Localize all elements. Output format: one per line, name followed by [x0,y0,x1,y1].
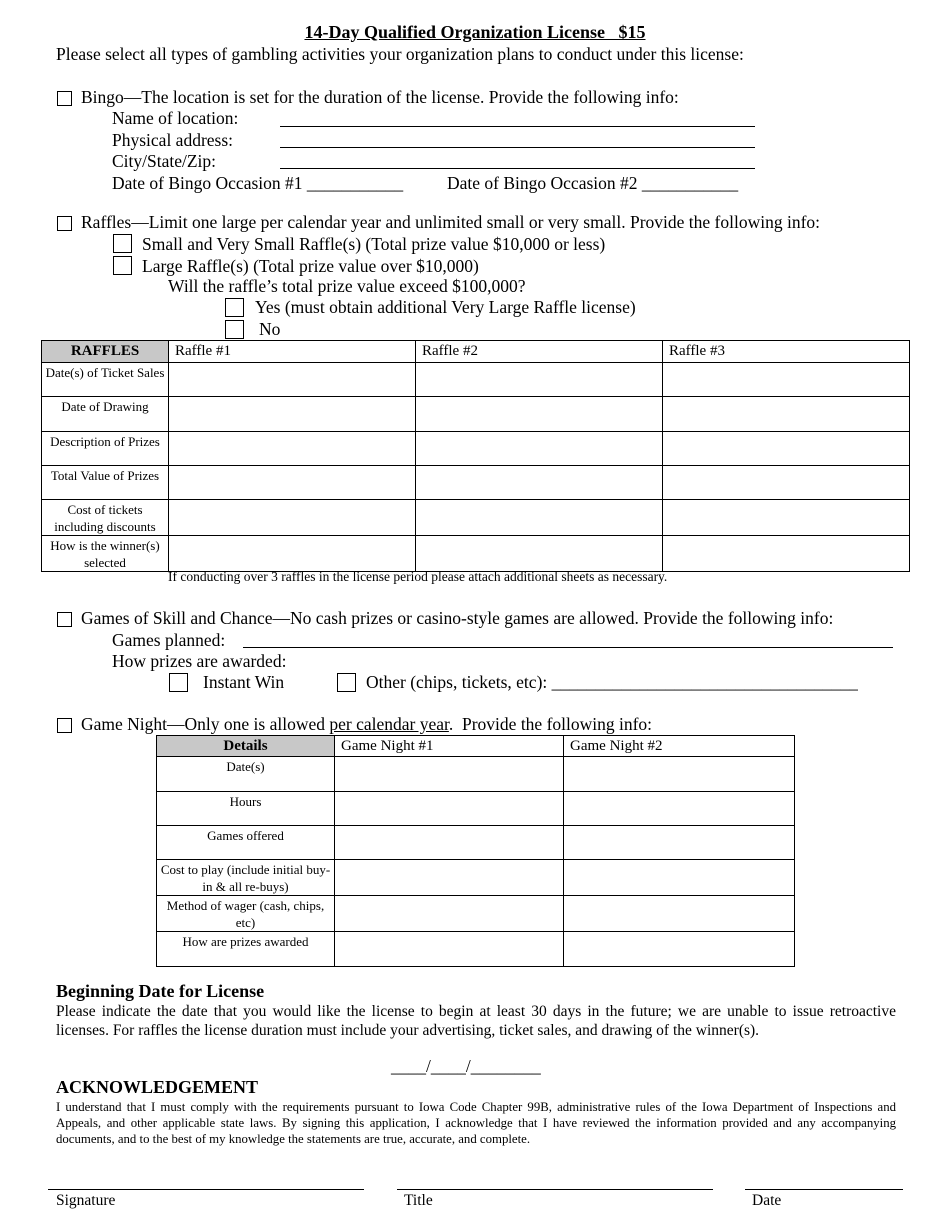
signature-label: Signature [56,1192,116,1209]
table-cell[interactable] [169,397,416,432]
table-cell[interactable] [663,363,910,397]
bingo-address-label: Physical address: [112,130,234,150]
raffles-checkbox[interactable] [57,216,72,231]
games-planned-field[interactable] [243,647,893,648]
games-planned-label: Games planned: [112,630,226,650]
table-row [157,932,795,967]
row-label: Date(s) [157,757,335,792]
game-night-col-2: Game Night #2 [564,736,795,757]
table-cell[interactable] [663,500,910,536]
row-label: Total Value of Prizes [42,466,169,500]
table-row [157,757,795,792]
small-raffle-checkbox[interactable] [113,234,132,253]
table-cell[interactable] [169,363,416,397]
table-cell[interactable] [663,397,910,432]
table-cell[interactable] [335,792,564,826]
table-cell[interactable] [335,826,564,860]
raffle-yes-checkbox[interactable] [225,298,244,317]
table-row [157,896,795,932]
table-row [42,363,910,397]
title-field[interactable] [397,1189,713,1190]
table-cell[interactable] [564,826,795,860]
raffle-question: Will the raffle’s total prize value exceed $100,000? [168,276,526,296]
table-row [42,536,910,572]
table-cell[interactable] [416,466,663,500]
table-cell[interactable] [169,536,416,572]
table-cell[interactable] [335,860,564,896]
row-label: Hours [157,792,335,826]
table-cell[interactable] [416,363,663,397]
games-checkbox[interactable] [57,612,72,627]
row-label: Method of wager (cash, chips, etc) [157,896,335,932]
row-label: Description of Prizes [42,432,169,466]
raffles-table [41,340,910,572]
small-raffle-label: Small and Very Small Raffle(s) (Total prize value $10,000 or less) [142,234,606,254]
table-cell[interactable] [416,500,663,536]
large-raffle-label: Large Raffle(s) (Total prize value over $10,000) [142,256,479,276]
table-cell[interactable] [564,757,795,792]
row-label: How are prizes awarded [157,932,335,967]
table-row [157,860,795,896]
bingo-checkbox[interactable] [57,91,72,106]
beginning-heading: Beginning Date for License [56,981,265,1001]
table-cell[interactable] [169,432,416,466]
table-cell[interactable] [416,397,663,432]
table-cell[interactable] [169,466,416,500]
raffle-col-2: Raffle #2 [416,341,663,363]
bingo-name-field[interactable] [280,126,755,127]
row-label: Games offered [157,826,335,860]
signature-field[interactable] [48,1189,364,1190]
bingo-name-label: Name of location: [112,108,239,128]
table-row [42,466,910,500]
bingo-occasion1[interactable]: Date of Bingo Occasion #1 ___________ [112,173,404,193]
game-night-label-end: . Provide the following info: [448,714,653,734]
table-row [157,792,795,826]
table-cell[interactable] [169,500,416,536]
row-label: Date of Drawing [42,397,169,432]
table-row [42,432,910,466]
game-night-label [81,714,652,735]
instant-win-label: Instant Win [203,672,285,692]
table-row [157,826,795,860]
table-row [42,500,910,536]
date-label: Date [752,1192,782,1209]
row-label: Cost to play (include initial buy-in & all re-buys) [157,860,335,896]
beginning-date-field[interactable]: ____/____/________ [391,1056,541,1076]
how-awarded-label: How prizes are awarded: [112,651,287,671]
page-title: 14-Day Qualified Organization License $15 [304,22,646,42]
bingo-city-label: City/State/Zip: [112,151,217,171]
game-night-header-row [157,736,795,757]
game-night-table-header: Details [157,736,335,757]
table-cell[interactable] [564,792,795,826]
other-prize-label[interactable]: Other (chips, tickets, etc): ___________________________________ [366,672,858,692]
bingo-label: Bingo—The location is set for the duration of the license. Provide the following info: [81,87,679,107]
raffles-note: If conducting over 3 raffles in the license period please attach additional sheets as necessary. [168,569,668,584]
bingo-city-field[interactable] [280,168,755,169]
table-cell[interactable] [663,536,910,572]
table-cell[interactable] [335,757,564,792]
intro-text: Please select all types of gambling activities your organization plans to conduct under this license: [56,44,744,64]
raffle-no-checkbox[interactable] [225,320,244,339]
bingo-address-field[interactable] [280,147,755,148]
game-night-label-start: Game Night—Only one is allowed [81,714,330,734]
table-cell[interactable] [564,932,795,967]
row-label: Date(s) of Ticket Sales [42,363,169,397]
table-cell[interactable] [335,896,564,932]
table-cell[interactable] [335,932,564,967]
table-cell[interactable] [564,860,795,896]
title-label: Title [404,1192,433,1209]
table-cell[interactable] [416,432,663,466]
date-field[interactable] [745,1189,903,1190]
beginning-text: Please indicate the date that you would like the license to begin at least 30 days in the future; we are unable to issue retroactive licenses. For raffles the license duration must include your advertising, ticket sales, and drawing of the winner(s). [56,1003,896,1039]
row-label: How is the winner(s) selected [42,536,169,572]
raffles-table-header: RAFFLES [42,341,169,363]
raffle-yes-label: Yes (must obtain additional Very Large Raffle license) [255,297,636,317]
table-cell[interactable] [564,896,795,932]
game-night-label-underlined: per calendar year [329,714,449,734]
raffles-label: Raffles—Limit one large per calendar year and unlimited small or very small. Provide the following info: [81,212,821,232]
table-cell[interactable] [663,432,910,466]
raffles-table-header-row [42,341,910,363]
raffle-col-1: Raffle #1 [169,341,416,363]
game-night-col-1: Game Night #1 [335,736,564,757]
bingo-occasion2[interactable]: Date of Bingo Occasion #2 ___________ [447,173,739,193]
game-night-checkbox[interactable] [57,718,72,733]
large-raffle-checkbox[interactable] [113,256,132,275]
game-night-table [156,735,795,967]
row-label: Cost of tickets including discounts [42,500,169,536]
acknowledgement-text: I understand that I must comply with the requirements pursuant to Iowa Code Chapter 99B, administrative rules of the Iowa Department of Inspections and Appeals, and other applicable state laws. By signing this application, I acknowledge that I have reviewed the information provided and any accompanying documents, and to the best of my knowledge the statements are true, accurate, and complete. [56,1100,896,1146]
table-row [42,397,910,432]
instant-win-checkbox[interactable] [169,673,188,692]
table-cell[interactable] [416,536,663,572]
table-cell[interactable] [663,466,910,500]
raffle-col-3: Raffle #3 [663,341,910,363]
acknowledgement-heading: ACKNOWLEDGEMENT [56,1077,259,1097]
raffle-no-label: No [259,319,281,339]
games-label: Games of Skill and Chance—No cash prizes or casino-style games are allowed. Provide the following info: [81,608,834,628]
other-prize-checkbox[interactable] [337,673,356,692]
